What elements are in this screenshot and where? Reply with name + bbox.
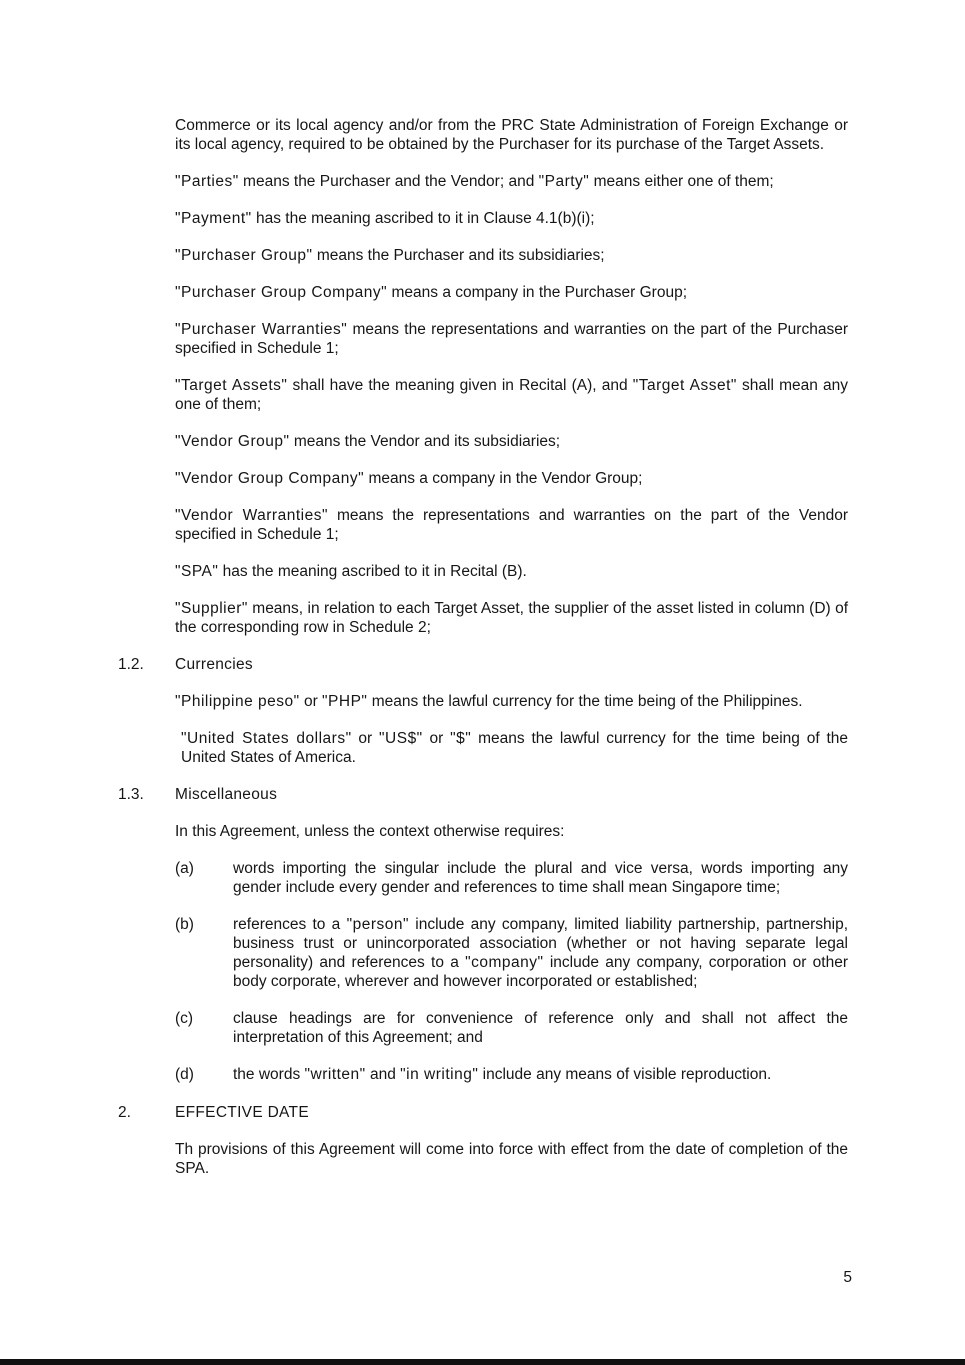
definition-text: means a company in the Purchaser Group;: [387, 284, 688, 301]
clause-segment: include any means of visible reproduction.: [478, 1066, 772, 1083]
paragraph-miscellaneous-intro: In this Agreement, unless the context otherwise requires:: [175, 823, 565, 840]
defined-term: "Purchaser Warranties": [175, 321, 348, 338]
defined-term: "Party": [538, 173, 590, 190]
definition-text: means the lawful currency for the time being of the United States of America.: [181, 730, 849, 766]
definition-text: means, in relation to each Target Asset, the supplier of the asset listed in column (D) of the corresponding row in Schedule 2;: [175, 600, 848, 636]
defined-term: "Philippine peso": [175, 693, 300, 710]
definition-text: or: [299, 693, 323, 710]
defined-term: "written": [304, 1066, 366, 1083]
defined-term: "US$": [379, 730, 423, 747]
section-title: Miscellaneous: [175, 786, 278, 803]
definition-vendor-warranties: [175, 506, 848, 544]
clause-item-a: [175, 859, 848, 897]
defined-term: "Target Assets": [175, 377, 288, 394]
clause-marker: (b): [175, 916, 194, 933]
section-number: 1.2.: [118, 656, 144, 673]
definition-spa: [175, 562, 848, 581]
clause-marker: (d): [175, 1066, 194, 1083]
definition-united-states-dollars: [181, 729, 848, 767]
definition-text: means the Vendor and its subsidiaries;: [289, 433, 561, 450]
clause-text: words importing the singular include the plural and vice versa, words importing any gender include every gender and references to time shall mean Singapore time;: [233, 860, 848, 896]
clause-text: [233, 915, 848, 991]
clause-marker: (a): [175, 860, 194, 877]
definition-purchaser-warranties: [175, 320, 848, 358]
clause-segment: the words: [233, 1066, 305, 1083]
defined-term: "person": [346, 916, 409, 933]
definition-text: means either one of them;: [589, 173, 774, 190]
clause-segment: and: [365, 1066, 401, 1083]
definition-text: has the meaning ascribed to it in Clause 4.1(b)(i);: [251, 210, 595, 227]
defined-term: "Purchaser Group Company": [175, 284, 388, 301]
document-content: [118, 116, 848, 1196]
page-bottom-edge: [0, 1359, 965, 1365]
definition-payment: [175, 209, 848, 228]
definition-text: means the Purchaser and its subsidiaries;: [312, 247, 605, 264]
defined-term: "Payment": [175, 210, 252, 227]
clause-marker: (c): [175, 1010, 194, 1027]
definition-text: means the representations and warranties on the part of the Purchaser specified in Schedule 1;: [175, 321, 848, 357]
defined-term: "Vendor Group": [175, 433, 290, 450]
clause-segment: include any company, corporation or other body corporate, wherever and however incorporated or established;: [233, 954, 849, 990]
paragraph-commerce-continuation: Commerce or its local agency and/or from the PRC State Administration of Foreign Exchange or its local agency, required to be obtained by the Purchaser for its purchase of the Target Assets.: [175, 117, 848, 153]
definition-purchaser-group: [175, 246, 848, 265]
defined-term: "Supplier": [175, 600, 248, 617]
definition-text: shall mean any one of them;: [175, 377, 849, 413]
clause-text: clause headings are for convenience of reference only and shall not affect the interpretation of this Agreement; and: [233, 1010, 848, 1046]
section-heading-effective-date: [118, 1103, 848, 1122]
section-heading-currencies: [118, 655, 848, 674]
clause-segment: include any company, limited liability partnership, partnership, business trust or unincorporated association (whether or not having separate legal personality) and references to a: [233, 916, 849, 971]
definition-text: or: [351, 730, 380, 747]
definition-text: or: [422, 730, 451, 747]
defined-term: "$": [450, 730, 472, 747]
definition-target-assets: [175, 376, 848, 414]
definition-purchaser-group-company: [175, 283, 848, 302]
defined-term: "Target Asset": [632, 377, 737, 394]
definition-text: means the Purchaser and the Vendor; and: [238, 173, 539, 190]
definition-supplier: [175, 599, 848, 637]
definition-philippine-peso: [175, 692, 848, 711]
section-number: 2.: [118, 1104, 131, 1121]
definition-text: means the representations and warranties on the part of the Vendor specified in Schedule 1;: [175, 507, 848, 543]
clause-item-c: [175, 1009, 848, 1047]
defined-term: "PHP": [322, 693, 368, 710]
definition-parties: [175, 172, 848, 191]
defined-term: "Vendor Warranties": [175, 507, 328, 524]
section-title: EFFECTIVE DATE: [175, 1104, 309, 1121]
defined-term: "SPA": [175, 563, 219, 580]
paragraph-effective-date: Th provisions of this Agreement will come into force with effect from the date of completion of the SPA.: [175, 1141, 848, 1177]
clause-segment: references to a: [233, 916, 347, 933]
clause-text: [233, 1065, 848, 1084]
page-number: 5: [843, 1269, 852, 1286]
clause-item-b: [175, 915, 848, 991]
defined-term: "Parties": [175, 173, 239, 190]
defined-term: "company": [465, 954, 544, 971]
definition-text: shall have the meaning given in Recital (A), and: [287, 377, 633, 394]
defined-term: "in writing": [400, 1066, 479, 1083]
definition-text: means the lawful currency for the time being of the Philippines.: [367, 693, 803, 710]
defined-term: "United States dollars": [181, 730, 352, 747]
clause-item-d: [175, 1065, 848, 1084]
definition-text: means a company in the Vendor Group;: [364, 470, 643, 487]
section-heading-miscellaneous: [118, 785, 848, 804]
section-title: Currencies: [175, 656, 253, 673]
definition-vendor-group-company: [175, 469, 848, 488]
defined-term: "Vendor Group Company": [175, 470, 365, 487]
defined-term: "Purchaser Group": [175, 247, 313, 264]
definition-vendor-group: [175, 432, 848, 451]
definition-text: has the meaning ascribed to it in Recital (B).: [218, 563, 527, 580]
section-number: 1.3.: [118, 786, 144, 803]
